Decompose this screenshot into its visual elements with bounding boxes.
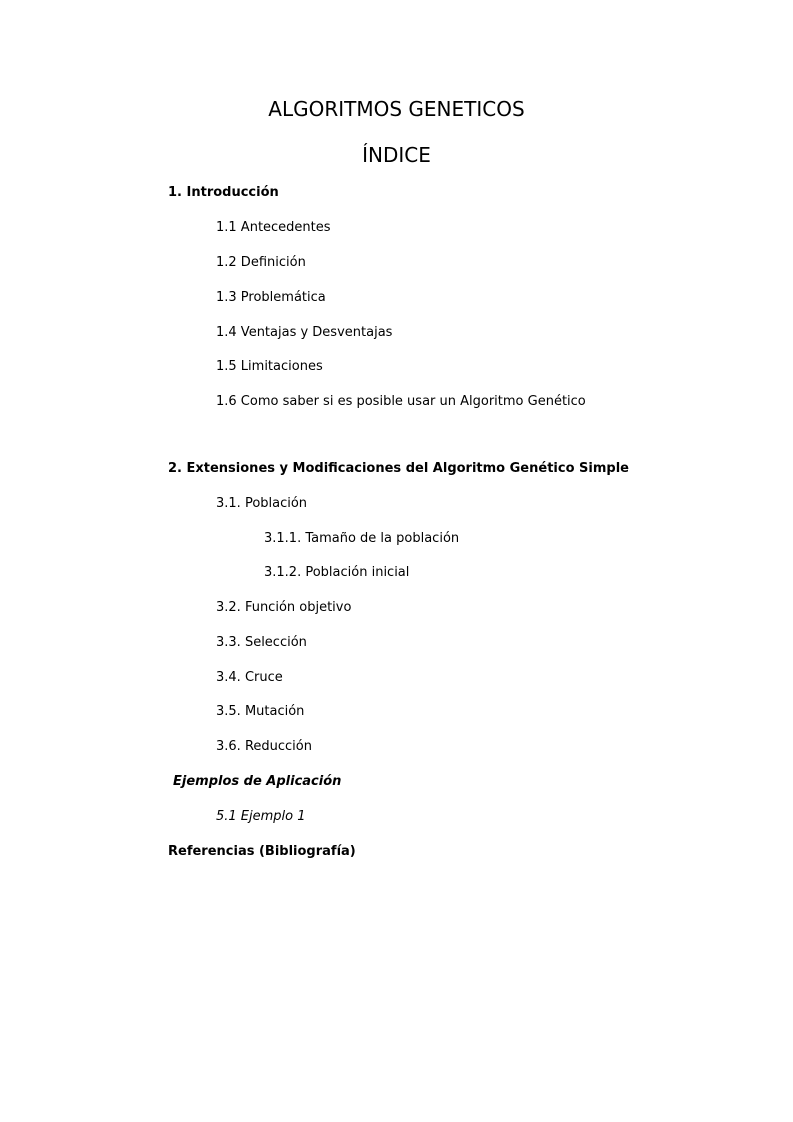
- toc-item-ejemplo-1: 5.1 Ejemplo 1: [216, 809, 306, 824]
- document-title: ALGORITMOS GENETICOS: [268, 97, 525, 121]
- toc-section-introduccion: 1. Introducción: [168, 185, 279, 200]
- index-heading: ÍNDICE: [362, 143, 431, 167]
- toc-item-funcion-objetivo: 3.2. Función objetivo: [216, 600, 352, 615]
- toc-item-reduccion: 3.6. Reducción: [216, 739, 312, 754]
- toc-subitem-tamano-poblacion: 3.1.1. Tamaño de la población: [264, 531, 460, 546]
- toc-item-cruce: 3.4. Cruce: [216, 670, 283, 685]
- toc-item-limitaciones: 1.5 Limitaciones: [216, 359, 323, 374]
- toc-item-mutacion: 3.5. Mutación: [216, 704, 305, 719]
- toc-item-problematica: 1.3 Problemática: [216, 290, 326, 305]
- toc-section-referencias: Referencias (Bibliografía): [168, 844, 356, 859]
- toc-item-poblacion: 3.1. Población: [216, 496, 308, 511]
- toc-item-seleccion: 3.3. Selección: [216, 635, 307, 650]
- toc-section-extensiones: 2. Extensiones y Modificaciones del Algoritmo Genético Simple: [168, 461, 629, 476]
- toc-section-ejemplos: Ejemplos de Aplicación: [173, 774, 342, 789]
- toc-item-antecedentes: 1.1 Antecedentes: [216, 220, 331, 235]
- toc-item-como-saber: 1.6 Como saber si es posible usar un Algoritmo Genético: [216, 394, 586, 409]
- toc-item-ventajas: 1.4 Ventajas y Desventajas: [216, 325, 393, 340]
- toc-subitem-poblacion-inicial: 3.1.2. Población inicial: [264, 565, 410, 580]
- toc-item-definicion: 1.2 Definición: [216, 255, 306, 270]
